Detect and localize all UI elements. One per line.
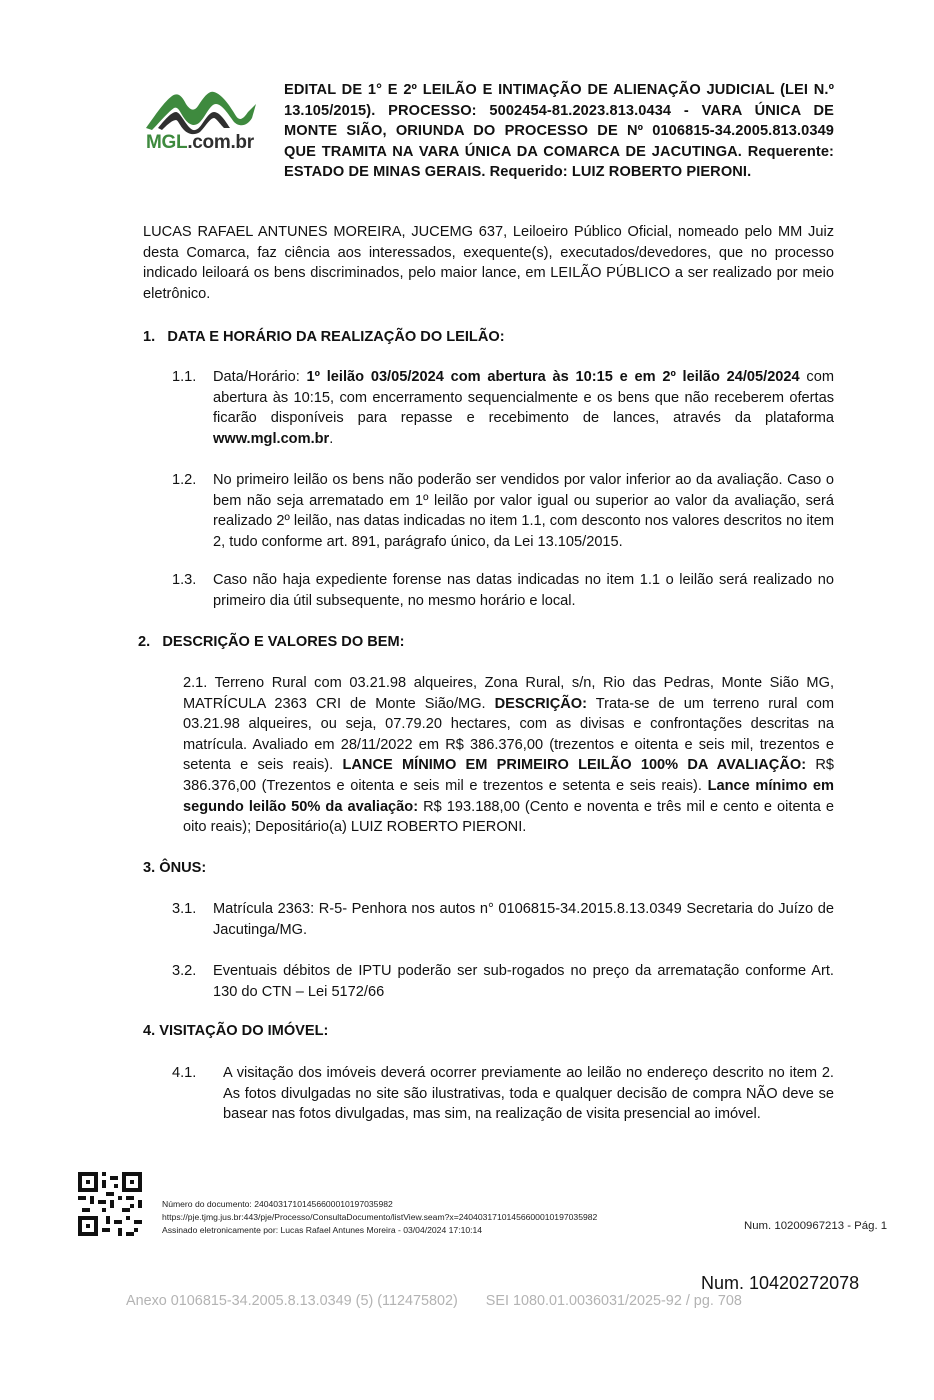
annex-watermark: Anexo 0106815-34.2005.8.13.0349 (5) (112475802) SEI 1080.01.0036031/2025-92 / pg. 708 — [126, 1293, 742, 1309]
intro-paragraph: LUCAS RAFAEL ANTUNES MOREIRA, JUCEMG 637, Leiloeiro Público Oficial, nomeado pelo MM Juiz desta Comarca, faz ciência aos interessados, exequente(s), executados/devedores, que no processo indicado leiloará os bens discriminados, pelo maior lance, em LEILÃO PÚBLICO a ser realizado por meio eletrônico. — [143, 224, 834, 302]
document-num-stamp: Num. 10420272078 — [701, 1273, 860, 1293]
edital-header: EDITAL DE 1° E 2º LEILÃO E INTIMAÇÃO DE ALIENAÇÃO JUDICIAL (LEI N.º 13.105/2015). PROCESSO: 5002454-81.2023.813.0434 - VARA ÚNICA DE MONTE SIÃO, ORIUNDA DO PROCESSO DE Nº 0106815-34.2005.813.0349 QUE TRAMITA NA VARA ÚNICA DA COMARCA DE JACUTINGA. Requerente: ESTADO DE MINAS GERAIS. Requerido: LUIZ ROBERTO PIERONI. — [284, 82, 834, 181]
section-3-heading: 3. ÔNUS: — [143, 860, 207, 876]
item-1-3: 1.3. Caso não haja expediente forense nas datas indicadas no item 1.1 o leilão será realizado no primeiro dia útil subsequente, no mesmo horário e local. — [172, 572, 834, 609]
item-2-1: 2.1. Terreno Rural com 03.21.98 alqueires, Zona Rural, s/n, Rio das Pedras, Monte Sião MG, MATRÍCULA 2363 CRI de Monte Sião/MG. DESCRIÇÃO: Trata-se de um terreno rural com 03.21.98 alqueires, ou seja, 07.79.20 hectares, com as divisas e confrontações descritas na matrícula. Avaliado em 28/11/2022 em R$ 386.376,00 (trezentos e oitenta e seis mil, trezentos e setenta e seis reais). LANCE MÍNIMO EM PRIMEIRO LEILÃO 100% DA AVALIAÇÃO: R$ 386.376,00 (Trezentos e oitenta e seis mil e trezentos e setenta e seis reais). Lance mínimo em segundo leilão 50% da avaliação: R$ 193.188,00 (Cento e noventa e três mil e cento e oitenta e oito reais); Depositário(a) LUIZ ROBERTO PIERONI. — [183, 675, 835, 836]
qr-code-icon — [78, 1172, 142, 1236]
document-url: https://pje.tjmg.jus.br:443/pje/Processo/ConsultaDocumento/listView.seam?x=24040317101456600010197035982 — [162, 1212, 598, 1222]
signature-footer — [162, 1198, 597, 1237]
section-1-heading: 1. DATA E HORÁRIO DA REALIZAÇÃO DO LEILÃO: — [143, 329, 505, 345]
section-2-heading: 2. DESCRIÇÃO E VALORES DO BEM: — [138, 634, 405, 650]
item-4-1: 4.1. A visitação dos imóveis deverá ocorrer previamente ao leilão no endereço descrito no item 2. As fotos divulgadas no site são ilustrativas, toda e qualquer decisão de compra NÃO deve se basear nas fotos divulgadas, mas sim, na realização de visita presencial ao imóvel. — [172, 1065, 834, 1123]
page-number: Num. 10200967213 - Pág. 1 — [744, 1220, 888, 1232]
signed-by: Assinado eletronicamente por: Lucas Rafael Antunes Moreira - 03/04/2024 17:10:14 — [162, 1225, 483, 1235]
item-1-2: 1.2. No primeiro leilão os bens não poderão ser vendidos por valor inferior ao da avaliação. Caso o bem não seja arrematado em 1º leilão por valor igual ou superior ao valor da avaliação, será realizado 2º leilão, nas datas indicadas no item 1.1, com desconto nos valores descritos no item 2, tudo conforme art. 891, parágrafo único, da Lei 13.105/2015. — [172, 472, 834, 550]
logo-wordmark: MGL.com.br — [146, 132, 254, 153]
item-3-1: 3.1. Matrícula 2363: R-5- Penhora nos autos n° 0106815-34.2015.8.13.0349 Secretaria do Juízo de Jacutinga/MG. — [172, 901, 834, 938]
section-4-heading: 4. VISITAÇÃO DO IMÓVEL: — [143, 1023, 329, 1039]
document-number: Número do documento: 24040317101456600010197035982 — [162, 1199, 393, 1209]
item-3-2: 3.2. Eventuais débitos de IPTU poderão ser sub-rogados no preço da arrematação conforme Art. 130 do CTN – Lei 5172/66 — [172, 963, 834, 1000]
item-1-1: 1.1. Data/Horário: 1º leilão 03/05/2024 com abertura às 10:15 e em 2º leilão 24/05/2024 com abertura às 10:15, com encerramento sequencialmente e os bens que não receberem ofertas ficarão disponíveis para repasse e recebimento de lances, através da plataforma www.mgl.com.br. — [172, 369, 835, 447]
